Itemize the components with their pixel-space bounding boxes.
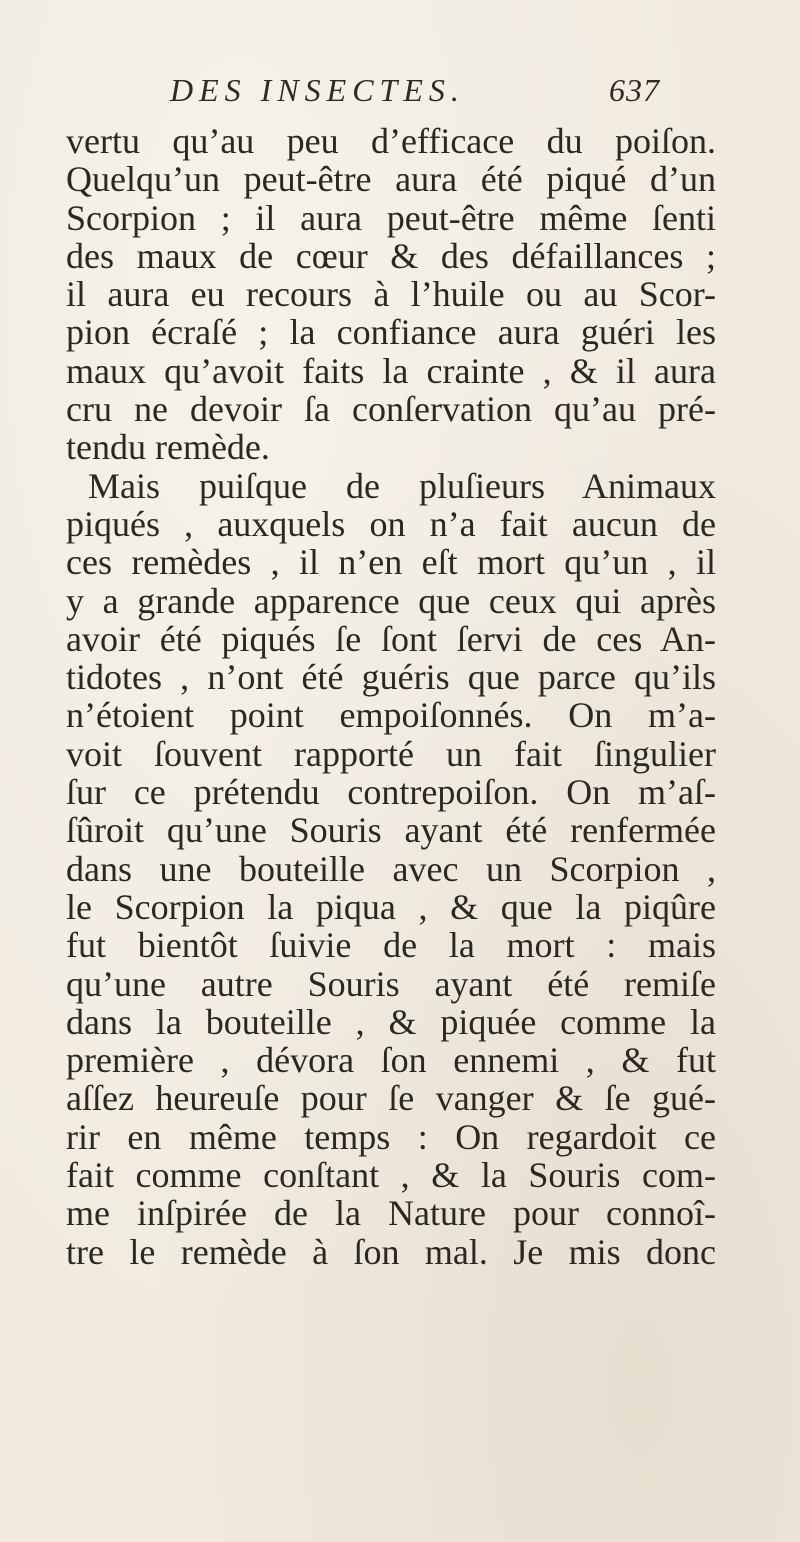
text-line: tre le remède à ſon mal. Je mis donc [66,1231,716,1272]
text-line: qu’une autre Souris ayant été remiſe [66,963,716,1004]
text-line: première , dévora ſon ennemi , & fut [66,1040,716,1081]
text-line: vertu qu’au peu d’efficace du poiſon. [66,121,716,161]
text-line: n’étoient point empoiſonnés. On m’a- [66,695,716,736]
running-title: DES INSECTES. [170,72,465,108]
text-line: pion écraſé ; la confiance aura guéri les [66,312,716,353]
text-line: tidotes , n’ont été guéris que parce qu’ils [66,657,716,698]
text-line: cru ne devoir ſa conſervation qu’au pré- [66,389,716,430]
text-line: le Scorpion la piqua , & que la piqûre [66,886,716,927]
text-line: aſſez heureuſe pour ſe vanger & ſe gué- [66,1078,716,1119]
text-line: ces remèdes , il n’en eſt mort qu’un , il [66,542,716,583]
text-line: des maux de cœur & des défaillances ; [66,235,716,276]
running-header [170,72,660,120]
page-number: 637 [609,72,660,108]
text-line: ſur ce prétendu contrepoiſon. On m’aſ- [66,772,716,813]
text-line: Mais puiſque de pluſieurs Animaux [88,465,716,506]
text-line: fait comme conſtant , & la Souris com- [66,1155,716,1196]
text-line: ſûroit qu’une Souris ayant été renfermée [66,810,716,851]
text-line: il aura eu recours à l’huile ou au Scor- [66,274,716,315]
text-line: rir en même temps : On regardoit ce [66,1116,716,1157]
text-line: Quelqu’un peut-être aura été piqué d’un [66,159,716,200]
text-line: dans la bouteille , & piquée comme la [66,1001,716,1042]
text-line: piqués , auxquels on n’a fait aucun de [66,503,716,544]
body-text [66,122,716,1271]
text-line: fut bientôt ſuivie de la mort : mais [66,925,716,966]
text-line: maux qu’avoit faits la crainte , & il aura [66,350,716,391]
text-line: me inſpirée de la Nature pour connoî- [66,1193,716,1234]
text-line: avoir été piqués ſe ſont ſervi de ces An- [66,618,716,659]
text-line: dans une bouteille avec un Scorpion , [66,848,716,889]
text-line: voit ſouvent rapporté un fait ſingulier [66,733,716,774]
text-line: y a grande apparence que ceux qui après [66,580,716,621]
text-line: tendu remède. [66,427,270,468]
text-line: Scorpion ; il aura peut-être même ſenti [66,197,716,238]
